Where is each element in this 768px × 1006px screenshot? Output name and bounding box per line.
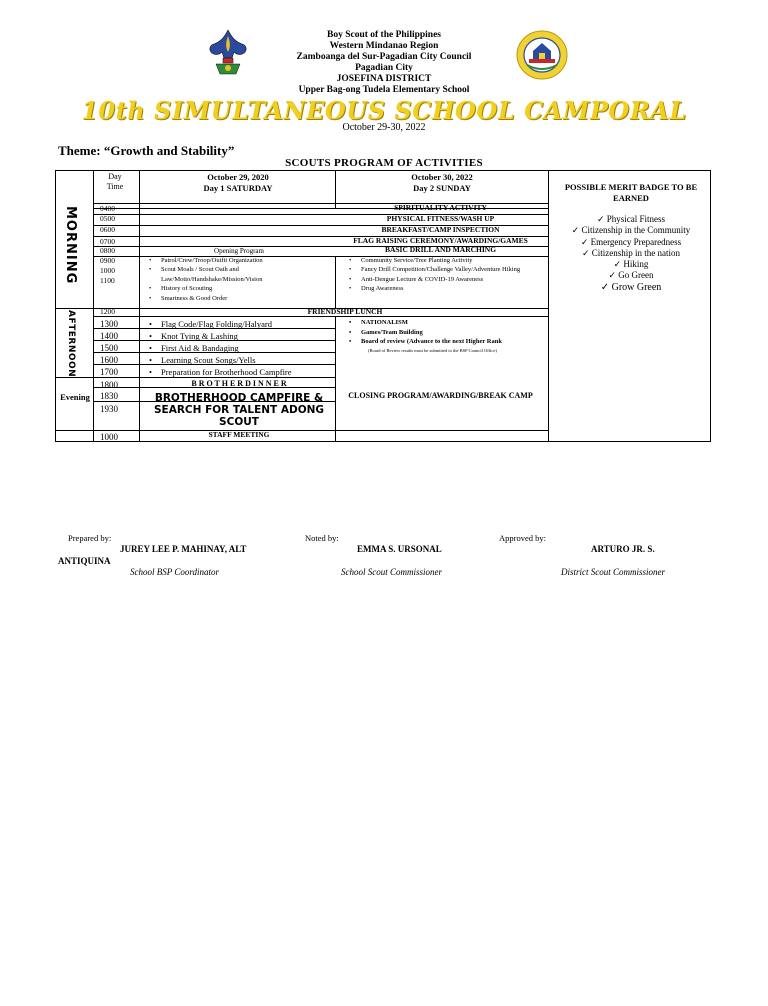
row-spirituality: SPIRITUALITY ACTIVITY — [394, 203, 487, 212]
list-item: • Drug Awareness — [345, 284, 545, 293]
merit-item: ✓ Go Green — [608, 270, 654, 281]
afternoon-label: AFTERNOON — [66, 310, 76, 378]
list-item: • Anti-Dengue Lecture & COVID-19 Awareness — [345, 275, 545, 284]
theme-heading: Theme: “Growth and Stability” — [58, 143, 235, 158]
friendship-lunch: FRIENDSHIP LUNCH — [307, 307, 383, 316]
time-0800: 0800 — [100, 246, 115, 255]
day2-date: October 30, 2022 — [411, 172, 473, 182]
time-0500: 0500 — [100, 214, 115, 223]
afternoon-label-box — [66, 310, 82, 376]
time-1200: 1200 — [100, 307, 115, 316]
brother-dinner: B R O T H E R D I N N E R — [191, 379, 287, 388]
closing-program: CLOSING PROGRAM/AWARDING/BREAK CAMP — [348, 391, 533, 400]
time-1930: 1930 — [100, 404, 118, 414]
list-item: • Preparation for Brotherhood Campfire — [145, 366, 335, 378]
day1-morning-list — [145, 256, 335, 303]
merit-item: ✓ Citizenship in the Community — [571, 225, 691, 236]
row-breakfast: BREAKFAST/CAMP INSPECTION — [381, 225, 500, 234]
time-0400: 0400 — [100, 204, 115, 213]
time-1000-night: 1000 — [100, 432, 118, 442]
time-1700: 1700 — [100, 367, 118, 377]
prepared-by-name: JUREY LEE P. MAHINAY, ALT — [120, 544, 247, 554]
col-day-label: Day — [108, 172, 122, 181]
campfire-talent-search: BROTHERHOOD CAMPFIRE & SEARCH FOR TALENT ADONG SCOUT — [153, 392, 325, 428]
list-item: • Fancy Drill Competition/Challenge Valley/Adventure Hiking — [345, 265, 545, 274]
list-item: • Scout Moals / Scout Oath and Law/Motto/Handshake/Mission/Vision — [145, 265, 335, 284]
list-item: • NATIONALISM — [345, 318, 545, 328]
time-1800: 1800 — [100, 380, 118, 390]
header-line-5: JOSEFINA DISTRICT — [336, 74, 432, 84]
prepared-by-role: School BSP Coordinator — [130, 567, 220, 577]
approved-by-label: Approved by: — [499, 533, 546, 543]
header-line-2: Western Mindanao Region — [329, 41, 439, 51]
day2-afternoon-list — [345, 318, 545, 347]
time-1500: 1500 — [100, 343, 118, 353]
approved-by-name: ARTURO JR. S. — [591, 544, 655, 554]
time-1400: 1400 — [100, 331, 118, 341]
header-line-4: Pagadian City — [355, 63, 413, 73]
list-item: • Learning Scout Songs/Yells — [145, 354, 335, 366]
merit-item: ✓ Physical Fitness — [596, 214, 666, 224]
time-1830: 1830 — [100, 391, 118, 401]
prepared-by-name-2: ANTIQUINA — [58, 556, 111, 566]
time-0900: 0900 — [100, 256, 115, 265]
prepared-by-label: Prepared by: — [68, 533, 112, 543]
time-1300: 1300 — [100, 319, 118, 329]
noted-by-role: School Scout Commissioner — [341, 567, 442, 577]
list-item: • Board of review (Advance to the next Higher Rank — [345, 337, 545, 347]
merit-badge-list — [550, 214, 712, 293]
header-line-1: Boy Scout of the Philippines — [326, 30, 442, 40]
time-1600: 1600 — [100, 355, 118, 365]
row-basic-drill: BASIC DRILL AND MARCHING — [384, 245, 497, 254]
day1-afternoon-list — [145, 318, 335, 378]
time-0600: 0600 — [100, 225, 115, 234]
row-flag-raising: FLAG RAISING CEREMONY/AWARDING/GAMES — [353, 236, 528, 245]
noted-by-name: EMMA S. URSONAL — [357, 544, 442, 554]
time-1000: 1000 — [100, 266, 115, 275]
list-item: • Patrol/Crew/Troop/Outfit Organization — [145, 256, 335, 265]
time-1100: 1100 — [100, 276, 115, 285]
day1-date: October 29, 2020 — [207, 172, 269, 182]
list-item: • Smartness & Good Order — [145, 294, 335, 303]
merit-item: ✓ Hiking — [613, 259, 649, 270]
list-item: • Flag Code/Flag Folding/Halyard — [145, 318, 335, 330]
staff-meeting: STAFF MEETING — [208, 430, 270, 439]
header-line-3: Zamboanga del Sur-Pagadian City Council — [296, 52, 472, 62]
merit-item: ✓ Emergency Preparedness — [580, 236, 682, 247]
event-date: October 29-30, 2022 — [342, 122, 426, 133]
list-item: • History of Scouting — [145, 284, 335, 293]
board-review-note: (Board of Review results must be submitted to the BSP Council Office) — [368, 348, 497, 353]
row-opening-program: Opening Program — [214, 247, 264, 255]
merit-item: ✓ Grow Green — [600, 281, 662, 293]
list-item: • First Aid & Bandaging — [145, 342, 335, 354]
morning-label: MORNING — [63, 206, 78, 285]
merit-item: ✓ Citizenship in the nation — [581, 247, 681, 258]
program-title: SCOUTS PROGRAM OF ACTIVITIES — [285, 157, 483, 169]
merit-badge-header: POSSIBLE MERIT BADGE TO BE EARNED — [564, 182, 698, 203]
approved-by-role: District Scout Commissioner — [561, 567, 666, 577]
list-item: • Community Service/Tree Planting Activity — [345, 256, 545, 265]
day2-label: Day 2 SUNDAY — [413, 183, 471, 193]
day1-label: Day 1 SATURDAY — [203, 183, 273, 193]
row-physical-fitness: PHYSICAL FITNESS/WASH UP — [386, 214, 495, 223]
list-item: • Games/Team Building — [345, 328, 545, 338]
time-0700: 0700 — [100, 237, 115, 246]
evening-label: Evening — [60, 392, 90, 402]
day2-morning-list — [345, 256, 545, 294]
noted-by-label: Noted by: — [305, 533, 339, 543]
header-line-6: Upper Bag-ong Tudela Elementary School — [298, 85, 470, 95]
morning-label-box — [63, 206, 83, 292]
list-item: • Knot Tying & Lashing — [145, 330, 335, 342]
col-time-label: Time — [106, 182, 124, 191]
event-title: 10th SIMULTANEOUS SCHOOL CAMPORAL — [81, 96, 687, 125]
